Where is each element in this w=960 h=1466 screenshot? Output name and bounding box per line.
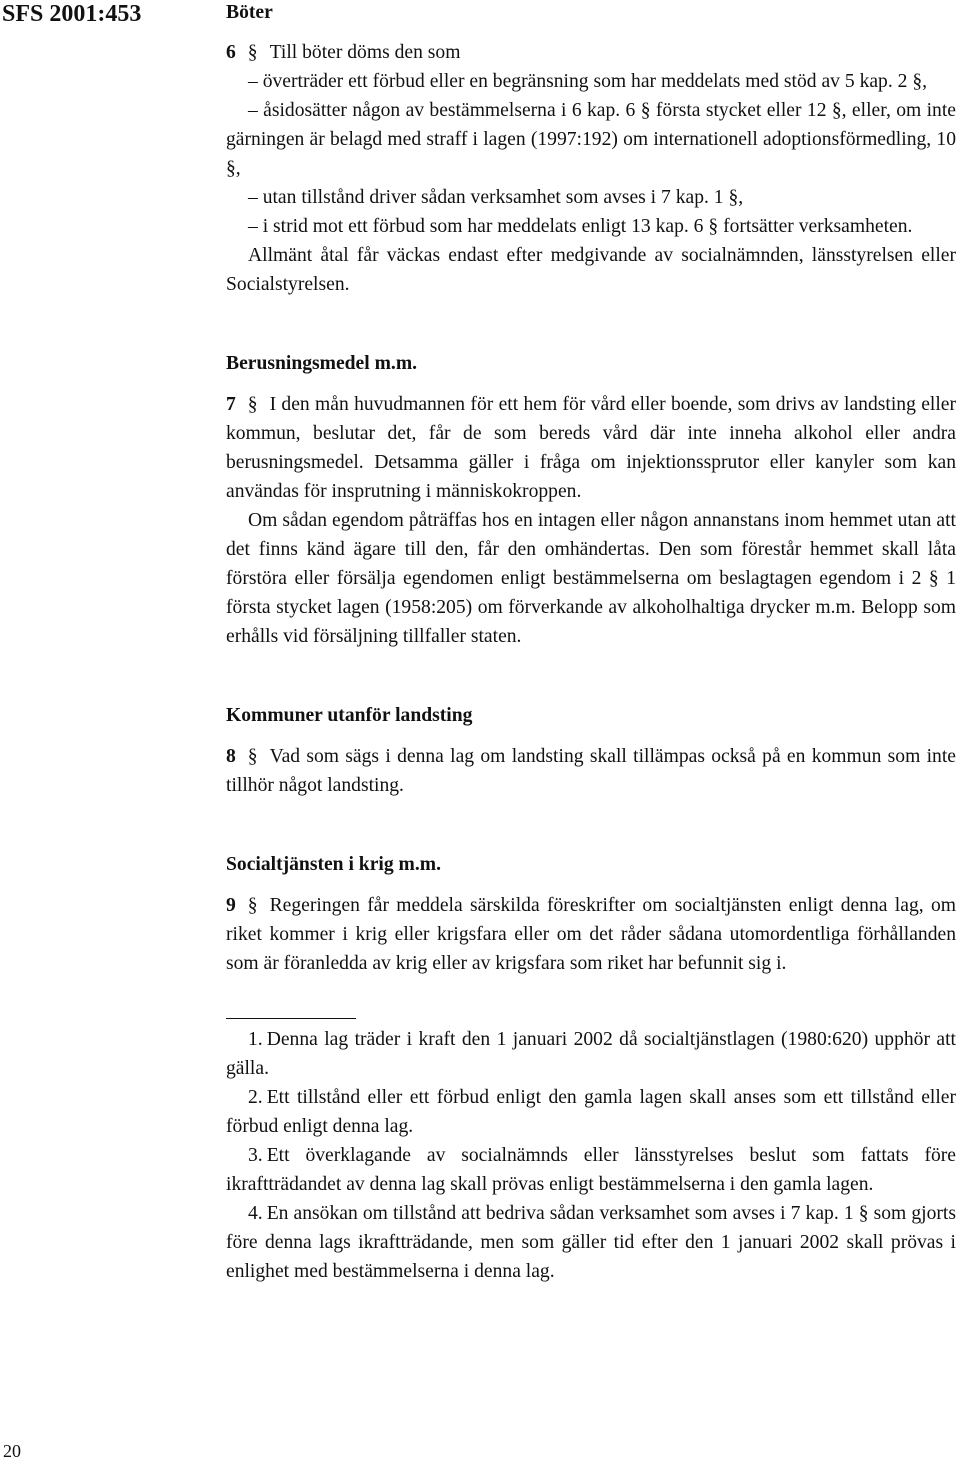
heading-krig: Socialtjänsten i krig m.m. [226,854,441,875]
section-8-paragraph [226,742,956,800]
section-7-text: I den mån huvudmannen för ett hem för vård eller boende, som drivs av landsting eller kommun, beslutar det, får de som bereds vård där inte inneha alkohol eller andra berusningsmedel. Detsamma gäller i fråga om injektionssprutor eller kanyler som kan användas för insprutning i människokroppen. [226,394,956,502]
section-sign-icon: § [247,394,258,415]
section-6-item-1: – överträder ett förbud eller en begränsning som har meddelats med stöd av 5 kap. 2 §, [248,71,928,92]
section-sign-icon: § [247,746,258,767]
footnote-1 [226,1025,956,1083]
section-sign-icon: § [247,42,258,63]
heading-boter: Böter [226,2,273,23]
section-8-text: Vad som sägs i denna lag om landsting skall tillämpas också på en kommun som inte tillhör något landsting. [226,746,956,796]
section-6-item-2: – åsidosätter någon av bestämmelserna i 6 kap. 6 § första stycket eller 12 §, eller, om inte gärningen är belagd med straff i lagen (1997:192) om internationell adoptionsförmedling, 10 §, [226,100,956,179]
footnote-text: Ett överklagande av socialnämnds eller länsstyrelses beslut som fattats före ikraftträdandet av denna lag skall prövas enligt bestämmelserna i den gamla lagen. [226,1145,956,1195]
section-6-item-4: – i strid mot ett förbud som har meddelats enligt 13 kap. 6 § fortsätter verksamheten. [248,216,913,237]
footnote-divider [226,1018,356,1019]
section-6-number: 6 [226,42,236,63]
section-6-paragraph-2: Allmänt åtal får väckas endast efter medgivande av socialnämnden, länsstyrelsen eller Socialstyrelsen. [226,245,956,295]
document-body [226,0,956,1286]
footnote-text: Denna lag träder i kraft den 1 januari 2002 då socialtjänstlagen (1980:620) upphör att gälla. [226,1029,956,1079]
footnote-text: Ett tillstånd eller ett förbud enligt den gamla lagen skall anses som ett tillstånd eller förbud enligt denna lag. [226,1087,956,1137]
footnote-4 [226,1199,956,1286]
footnote-2 [226,1083,956,1141]
section-9-text: Regeringen får meddela särskilda föreskrifter om socialtjänsten enligt denna lag, om riket kommer i krig eller krigsfara eller om det råder sådana utomordentliga förhållanden som är föranledda av krig eller av krigsfara som riket har befunnit sig i. [226,895,956,974]
footnote-3 [226,1141,956,1199]
sfs-number: SFS 2001:453 [2,1,142,27]
section-7-number: 7 [226,394,236,415]
section-9-paragraph [226,891,956,978]
footnote-number: 1. [248,1029,263,1050]
heading-kommuner: Kommuner utanför landsting [226,705,473,726]
section-7-paragraph-1 [226,390,956,506]
section-8-number: 8 [226,746,236,767]
section-6-intro-text: Till böter döms den som [269,42,461,63]
footnote-text: En ansökan om tillstånd att bedriva sådan verksamhet som avses i 7 kap. 1 § som gjorts före denna lags ikraftträdande, men som gäller tid efter den 1 januari 2002 skall prövas i enlighet med bestämmelserna i denna lag. [226,1203,956,1282]
footnote-number: 3. [248,1145,263,1166]
footnote-number: 4. [248,1203,263,1224]
section-9-number: 9 [226,895,236,916]
section-6-intro [226,38,956,67]
heading-berusningsmedel: Berusningsmedel m.m. [226,353,418,374]
page-number: 20 [3,1441,21,1461]
section-7-paragraph-2: Om sådan egendom påträffas hos en intagen eller någon annanstans inom hemmet utan att det finns känd ägare till den, får den omhändertas. Den som förestår hemmet skall låta förstöra eller försälja egendomen enligt bestämmelserna om beslagtagen egendom i 2 § 1 första stycket lagen (1958:205) om förverkande av alkoholhaltiga drycker m.m. Belopp som erhålls vid försäljning tillfaller staten. [226,510,956,647]
section-sign-icon: § [247,895,258,916]
section-6-item-3: – utan tillstånd driver sådan verksamhet som avses i 7 kap. 1 §, [248,187,744,208]
footnote-number: 2. [248,1087,263,1108]
